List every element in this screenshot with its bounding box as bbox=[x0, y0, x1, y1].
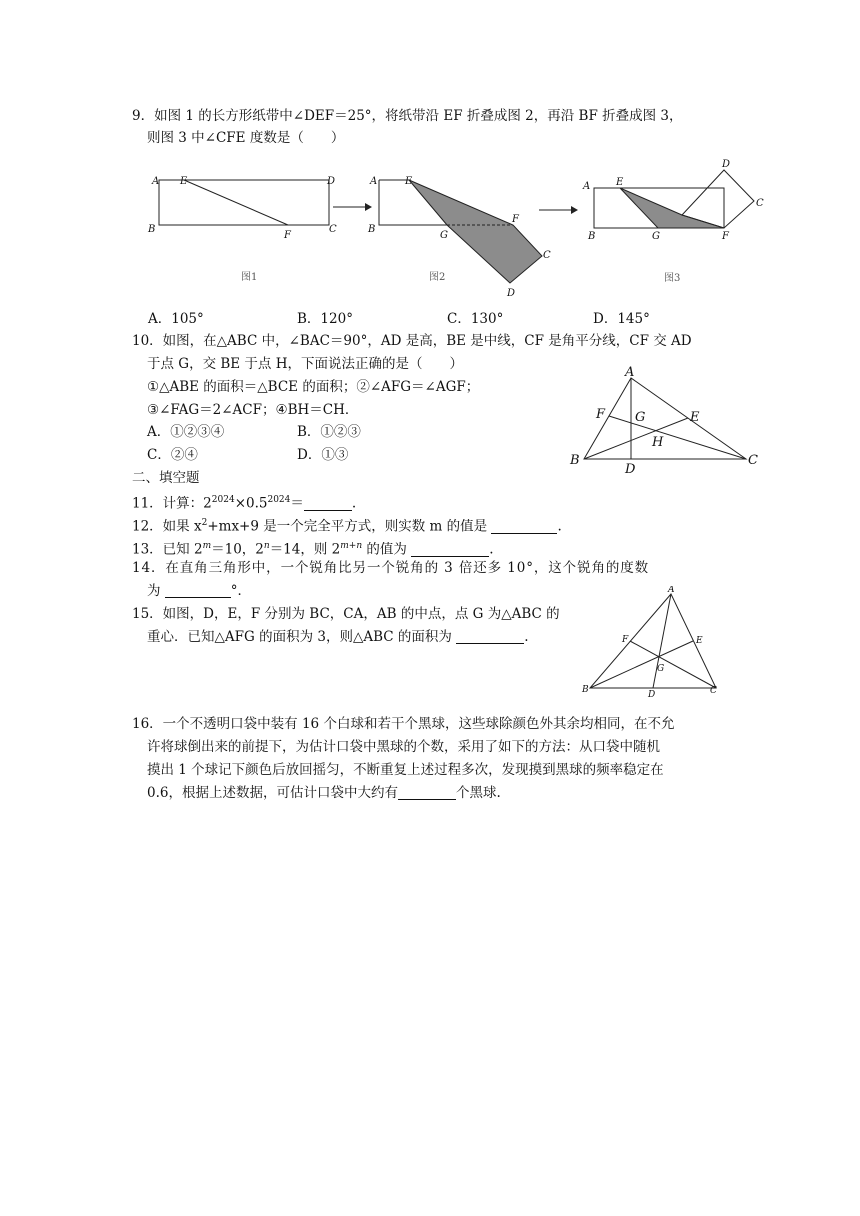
q15-fig-label-c: C bbox=[710, 686, 717, 696]
q16-line4: 0.6，根据上述数据，可估计口袋中大约有 个黑球. bbox=[147, 785, 501, 801]
q15-fig-label-b: B bbox=[582, 685, 589, 695]
q11-line: 11．计算：$2^{2024}\times 0.5^{2024}=$ . bbox=[132, 495, 357, 512]
q10-option-d[interactable]: D．①③ bbox=[297, 447, 349, 463]
q16-line1: 16．一个不透明口袋中装有 16 个白球和若干个黑球，这些球除颜色外其余均相同，在不允 bbox=[132, 716, 675, 732]
fig1-label-d: D bbox=[327, 176, 336, 187]
fig2-label-c: C bbox=[543, 250, 551, 261]
q9-figure-2 bbox=[365, 168, 555, 300]
q15-figure bbox=[578, 586, 726, 700]
q10-fig-label-g: G bbox=[635, 410, 646, 425]
q10-fig-label-b: B bbox=[570, 453, 580, 468]
q15-answer-blank[interactable] bbox=[456, 629, 524, 644]
fig1-label-e: E bbox=[180, 176, 188, 187]
q15-fig-label-d: D bbox=[648, 690, 656, 700]
fig3-label-e: E bbox=[616, 177, 624, 188]
q14-line1: 14．在直角三角形中，一个锐角比另一个锐角的 3 倍还多 10°，这个锐角的度数 bbox=[132, 560, 650, 576]
q10-fig-label-h: H bbox=[652, 435, 664, 450]
q13-line: 13．已知 $2^m=10$，$2^n=14$，则 $2^{m+n}$ 的值为 . bbox=[132, 541, 494, 558]
q10-fig-label-c: C bbox=[748, 453, 758, 468]
q10-fig-label-a: A bbox=[625, 366, 635, 380]
q10-line4: ③∠FAG＝2∠ACF；④BH＝CH． bbox=[147, 402, 359, 418]
q12-answer-blank[interactable] bbox=[491, 519, 557, 534]
q10-option-a[interactable]: A．①②③④ bbox=[147, 424, 225, 440]
fig1-label-a: A bbox=[152, 176, 160, 187]
fig2-label-g: G bbox=[440, 230, 448, 241]
q10-figure bbox=[566, 366, 766, 476]
fig3-label-d: D bbox=[722, 159, 731, 170]
fig1-label-f: F bbox=[284, 230, 291, 241]
q9-line1: 9．如图 1 的长方形纸带中∠DEF＝25°，将纸带沿 EF 折叠成图 2，再沿 BF 折叠成图 3， bbox=[132, 108, 683, 124]
q16-line2: 许将球倒出来的前提下，为估计口袋中黑球的个数，采用了如下的方法：从口袋中随机 bbox=[147, 739, 660, 755]
q10-fig-label-e: E bbox=[690, 410, 700, 425]
q15-line2: 重心．已知△AFG 的面积为 3，则△ABC 的面积为 . bbox=[147, 629, 529, 645]
q9-option-a[interactable]: A．105° bbox=[148, 311, 204, 327]
q9-figure-1 bbox=[140, 168, 350, 290]
q10-line2: 于点 G，交 BE 于点 H，下面说法正确的是（ ） bbox=[147, 356, 463, 372]
q9-line2: 则图 3 中∠CFE 度数是（ ） bbox=[147, 130, 345, 146]
q15-line1: 15．如图，D，E，F 分别为 BC，CA，AB 的中点，点 G 为△ABC 的 bbox=[132, 606, 560, 622]
q15-fig-label-e: E bbox=[696, 636, 703, 646]
fig3-label-b: B bbox=[588, 231, 596, 242]
fig2-label-b: B bbox=[368, 224, 376, 235]
q9-figure-3 bbox=[578, 155, 778, 290]
q10-option-b[interactable]: B．①②③ bbox=[297, 424, 361, 440]
fig3-caption: 图3 bbox=[664, 273, 681, 284]
q10-line1: 10．如图，在△ABC 中，∠BAC＝90°，AD 是高，BE 是中线，CF 是角平分线，CF 交 AD bbox=[132, 333, 692, 349]
fig2-label-f: F bbox=[512, 214, 519, 225]
fig1-label-b: B bbox=[148, 224, 156, 235]
q14-answer-blank[interactable] bbox=[165, 583, 231, 598]
fig3-label-c: C bbox=[756, 198, 764, 209]
fig2-label-d: D bbox=[507, 288, 516, 299]
q11-answer-blank[interactable] bbox=[304, 496, 352, 511]
fig1-label-c: C bbox=[329, 224, 337, 235]
q15-fig-label-a: A bbox=[668, 586, 675, 595]
q15-fig-label-f: F bbox=[622, 635, 629, 645]
fig3-label-f: F bbox=[722, 231, 729, 242]
fig2-caption: 图2 bbox=[429, 272, 446, 283]
q16-answer-blank[interactable] bbox=[398, 785, 456, 800]
q10-fig-label-d: D bbox=[625, 462, 636, 476]
q9-option-d[interactable]: D．145° bbox=[593, 311, 650, 327]
q16-line3: 摸出 1 个球记下颜色后放回摇匀，不断重复上述过程多次，发现摸到黑球的频率稳定在 bbox=[147, 762, 664, 778]
q9-option-b[interactable]: B．120° bbox=[297, 311, 353, 327]
q9-option-c[interactable]: C．130° bbox=[447, 311, 504, 327]
q10-line3: ①△ABE 的面积＝△BCE 的面积；②∠AFG＝∠AGF； bbox=[147, 379, 480, 395]
fig1-caption: 图1 bbox=[241, 272, 258, 283]
q10-option-c[interactable]: C．②④ bbox=[147, 447, 198, 463]
q10-fig-label-f: F bbox=[596, 407, 606, 422]
fig3-label-a: A bbox=[583, 181, 591, 192]
fig3-label-g: G bbox=[652, 231, 660, 242]
arrow-icon bbox=[536, 203, 580, 217]
fig2-label-a: A bbox=[370, 176, 378, 187]
q14-line2: 为 °． bbox=[147, 583, 252, 599]
section-heading: 二、填空题 bbox=[132, 470, 200, 486]
q12-line: 12．如果 $x^2+mx+9$ 是一个完全平方式，则实数 m 的值是 . bbox=[132, 518, 562, 535]
q15-fig-label-g: G bbox=[657, 664, 665, 674]
q13-answer-blank[interactable] bbox=[411, 542, 489, 557]
fig2-label-e: E bbox=[405, 176, 413, 187]
